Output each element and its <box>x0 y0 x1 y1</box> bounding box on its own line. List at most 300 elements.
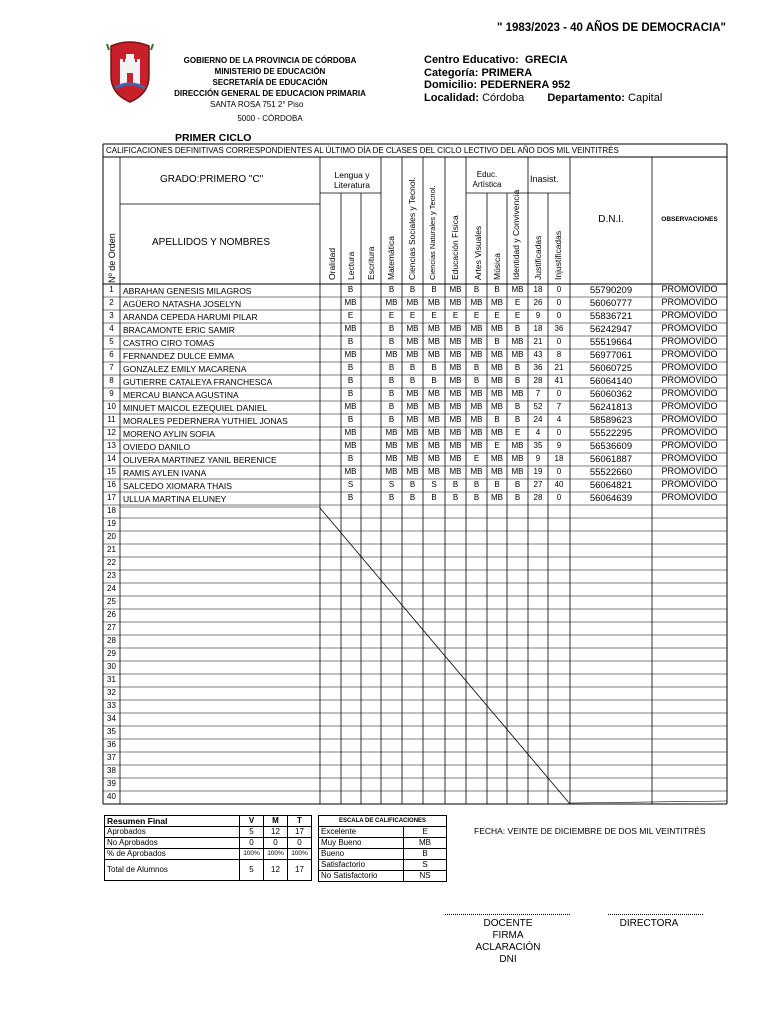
student-name: ABRAHAN GENESIS MILAGROS <box>123 286 252 296</box>
grade-ide: B <box>514 402 521 411</box>
row-number: 4 <box>109 324 114 333</box>
grade-inj: 41 <box>554 376 564 385</box>
grade-ide: B <box>514 415 521 424</box>
grade-lengua: B <box>347 376 354 385</box>
student-observacion: PROMOVIDO <box>661 375 718 385</box>
student-dni: 55836721 <box>589 311 633 322</box>
grade-fis: MB <box>449 350 462 359</box>
gov-line: DIRECCIÓN GENERAL DE EDUCACION PRIMARIA <box>174 89 366 98</box>
grade-fis: MB <box>449 376 462 385</box>
grade-soc: MB <box>406 337 419 346</box>
grade-inj: 9 <box>556 441 562 450</box>
grade-ide: B <box>514 324 521 333</box>
escala-label: Satisfactorio <box>319 860 404 871</box>
grade-nat: B <box>431 363 437 372</box>
row-number: 11 <box>107 415 116 424</box>
student-name: ARANDA CEPEDA HARUMI PILAR <box>123 312 258 322</box>
grade-mus: MB <box>491 454 503 463</box>
grade-lengua: MB <box>344 467 357 476</box>
student-observacion: PROMOVIDO <box>661 388 718 398</box>
grade-inj: 0 <box>556 428 562 437</box>
row-number: 18 <box>107 506 116 515</box>
grade-nat: MB <box>428 350 440 359</box>
grade-mus: MB <box>491 298 503 307</box>
resumen-label: % de Aprobados <box>105 849 240 860</box>
motto-text: " 1983/2023 - 40 AÑOS DE DEMOCRACIA" <box>496 22 726 34</box>
student-dni: 56241813 <box>589 402 633 413</box>
firma-label: FIRMA <box>492 930 524 941</box>
dni-header: D.N.I. <box>598 214 624 225</box>
gov-line: GOBIERNO DE LA PROVINCIA DE CÓRDOBA <box>183 56 357 65</box>
table-caption: CALIFICACIONES DEFINITIVAS CORRESPONDIENTES AL ÚLTIMO DÍA DE CLASES DEL CICLO LECTIVO DEL AÑO DOS MIL VEINTITRÉS <box>106 146 619 155</box>
student-name: RAMIS AYLEN IVANA <box>123 468 207 478</box>
grade-fis: E <box>452 311 459 320</box>
row-number: 37 <box>107 753 116 762</box>
grade-nat: MB <box>428 415 440 424</box>
grade-nat: B <box>431 376 437 385</box>
student-observacion: PROMOVIDO <box>661 297 718 307</box>
grade-ide: MB <box>511 350 524 359</box>
grade-ide: E <box>514 428 521 437</box>
grade-soc: E <box>409 311 416 320</box>
grade-lengua: B <box>347 389 354 398</box>
directora-label: DIRECTORA <box>619 918 679 929</box>
student-dni: 56064140 <box>589 376 633 387</box>
grade-inj: 36 <box>554 324 564 333</box>
grade-ide: B <box>514 480 521 489</box>
grade-vis: MB <box>470 415 483 424</box>
docente-signature-line <box>445 914 570 915</box>
row-number: 32 <box>107 688 116 697</box>
grade-soc: B <box>409 376 416 385</box>
grade-ide: MB <box>511 389 524 398</box>
row-number: 15 <box>107 467 116 476</box>
grade-fis: MB <box>449 298 462 307</box>
docente-label: DOCENTE <box>483 918 533 929</box>
grade-inj: 21 <box>554 363 564 372</box>
grade-inj: 18 <box>554 454 564 463</box>
row-number: 38 <box>107 766 116 775</box>
grade-mat: E <box>388 311 395 320</box>
grade-nat: B <box>431 493 437 502</box>
row-number: 35 <box>107 727 116 736</box>
resumen-v: 5 <box>240 860 264 881</box>
grade-ide: MB <box>511 467 524 476</box>
grade-ide: B <box>514 493 521 502</box>
grade-just: 9 <box>535 311 541 320</box>
justificadas-header: Justificadas <box>533 235 543 280</box>
grade-nat: MB <box>428 337 440 346</box>
grade-just: 52 <box>533 402 543 411</box>
grade-mus: B <box>494 337 500 346</box>
student-observacion: PROMOVIDO <box>661 440 718 450</box>
grade-fis: MB <box>449 324 462 333</box>
grade-vis: E <box>473 454 480 463</box>
artistica-header: Educ. Artística <box>472 170 502 189</box>
grade-vis: B <box>473 285 480 294</box>
row-number: 3 <box>109 311 114 320</box>
escala-label: Excelente <box>319 827 404 838</box>
grade-soc: MB <box>406 298 419 307</box>
student-name: MERCAU BIANCA AGUSTINA <box>123 390 239 400</box>
address-line: SANTA ROSA 751 2° Piso <box>210 100 304 109</box>
resumen-final-table <box>104 815 312 881</box>
student-name: MINUET MAICOL EZEQUIEL DANIEL <box>123 403 268 413</box>
grade-nat: MB <box>428 389 440 398</box>
grade-ide: B <box>514 376 521 385</box>
row-number: 9 <box>109 389 114 398</box>
docente-signature-block <box>458 918 558 966</box>
grade-nat: MB <box>428 402 440 411</box>
grade-mus: MB <box>491 467 503 476</box>
row-number: 39 <box>107 779 116 788</box>
row-number: 10 <box>107 402 116 411</box>
row-number: 21 <box>107 545 116 554</box>
grade-mus: MB <box>491 363 503 372</box>
resumen-label: Aprobados <box>105 827 240 838</box>
student-name: ULLUA MARTINA ELUNEY <box>123 494 227 504</box>
grade-mus: MB <box>491 402 503 411</box>
grade-fis: B <box>452 480 459 489</box>
grade-mat: B <box>388 493 395 502</box>
grade-mus: E <box>494 311 500 320</box>
grade-nat: MB <box>428 324 440 333</box>
row-number: 17 <box>107 493 116 502</box>
grade-fis: B <box>452 493 459 502</box>
student-name: MORALES PEDERNERA YUTHIEL JONAS <box>123 416 288 426</box>
grade-mat: S <box>388 480 395 489</box>
grade-fis: MB <box>449 402 462 411</box>
grade-mus: E <box>494 441 500 450</box>
student-name: GONZALEZ EMILY MACARENA <box>123 364 247 374</box>
apellidos-header: APELLIDOS Y NOMBRES <box>152 237 271 248</box>
grade-ide: B <box>514 363 521 372</box>
row-number: 1 <box>109 285 114 294</box>
grade-soc: MB <box>406 350 419 359</box>
grade-inj: 40 <box>554 480 564 489</box>
fecha-text: FECHA: VEINTE DE DICIEMBRE DE DOS MIL VEINTITRÉS <box>474 826 706 836</box>
grade-lengua: MB <box>344 402 357 411</box>
col-t: T <box>288 816 312 827</box>
grade-mat: B <box>388 324 395 333</box>
resumen-t: 0 <box>288 838 312 849</box>
grade-just: 21 <box>533 337 543 346</box>
grade-inj: 7 <box>556 402 562 411</box>
escala-code: MB <box>404 838 447 849</box>
student-dni: 56977061 <box>589 350 633 361</box>
grade-just: 43 <box>533 350 543 359</box>
grade-lengua: MB <box>344 441 357 450</box>
student-name: AGÜERO NATASHA JOSELYN <box>123 299 242 309</box>
student-dni: 56060362 <box>589 389 633 400</box>
row-number: 19 <box>107 519 116 528</box>
resumen-t: 17 <box>288 860 312 881</box>
resumen-title: Resumen Final <box>105 816 240 827</box>
student-dni: 55790209 <box>589 285 633 296</box>
grade-mus: MB <box>491 428 503 437</box>
row-number: 29 <box>107 649 116 658</box>
directora-signature-line <box>608 914 703 915</box>
grade-fis: MB <box>449 428 462 437</box>
row-number: 34 <box>107 714 116 723</box>
grade-nat: E <box>431 311 437 320</box>
student-name: OVIEDO DANILO <box>123 442 191 452</box>
grade-vis: B <box>473 376 480 385</box>
injustificadas-header: Injustificadas <box>553 230 563 280</box>
grade-mat: MB <box>385 350 398 359</box>
grade-soc: MB <box>406 324 419 333</box>
student-observacion: PROMOVIDO <box>661 466 718 476</box>
grade-mat: MB <box>385 467 398 476</box>
row-number: 5 <box>109 337 114 346</box>
row-number: 23 <box>107 571 116 580</box>
grade-mat: B <box>388 363 395 372</box>
student-name: BRACAMONTE ERIC SAMIR <box>123 325 235 335</box>
grade-ide: MB <box>511 337 524 346</box>
grade-lengua: MB <box>344 428 357 437</box>
grade-just: 35 <box>533 441 543 450</box>
musica-header: Música <box>492 253 502 280</box>
ciclo-title: PRIMER CICLO <box>175 132 252 144</box>
resumen-m: 12 <box>264 827 288 838</box>
row-number: 31 <box>107 675 116 684</box>
grade-vis: MB <box>470 467 483 476</box>
grade-fis: MB <box>449 285 462 294</box>
grade-just: 36 <box>533 363 543 372</box>
row-number: 25 <box>107 597 116 606</box>
lengua-header: Lengua y Literatura <box>334 170 370 190</box>
student-name: MORENO AYLIN SOFIA <box>123 429 215 439</box>
student-dni: 55522295 <box>589 428 633 439</box>
grade-fis: MB <box>449 337 462 346</box>
grade-lengua: B <box>347 363 354 372</box>
escala-label: Muy Bueno <box>319 838 404 849</box>
col-v: V <box>240 816 264 827</box>
grade-vis: MB <box>470 389 483 398</box>
resumen-v: 0 <box>240 838 264 849</box>
grade-vis: MB <box>470 441 483 450</box>
row-number: 13 <box>107 441 116 450</box>
grade-lengua: S <box>347 480 354 489</box>
address-line: 5000 - CÓRDOBA <box>237 114 303 123</box>
grade-mat: B <box>388 389 395 398</box>
sociales-header: Ciencias Sociales y Tecnol. <box>407 177 417 280</box>
escritura-header: Escritura <box>366 246 376 280</box>
grade-vis: B <box>473 493 480 502</box>
grade-lengua: B <box>347 493 354 502</box>
row-number: 16 <box>107 480 116 489</box>
grade-soc: MB <box>406 441 419 450</box>
grade-just: 19 <box>533 467 543 476</box>
grade-vis: MB <box>470 350 483 359</box>
resumen-m: 100% <box>264 849 288 860</box>
student-observacion: PROMOVIDO <box>661 336 718 346</box>
grade-soc: MB <box>406 428 419 437</box>
grade-lengua: E <box>347 311 354 320</box>
grade-vis: B <box>473 363 480 372</box>
orden-header: Nº de Orden <box>107 233 117 283</box>
grade-mus: MB <box>491 350 503 359</box>
grade-mat: B <box>388 376 395 385</box>
grade-mat: MB <box>385 428 398 437</box>
grade-soc: B <box>409 480 416 489</box>
resumen-m: 12 <box>264 860 288 881</box>
grade-soc: MB <box>406 389 419 398</box>
grade-lengua: B <box>347 337 354 346</box>
student-observacion: PROMOVIDO <box>661 427 718 437</box>
grade-vis: B <box>473 480 480 489</box>
grade-soc: MB <box>406 467 419 476</box>
fisica-header: Educación Física <box>450 215 460 280</box>
grade-ide: MB <box>511 441 524 450</box>
dni-label: DNI <box>499 954 517 965</box>
grade-nat: MB <box>428 428 440 437</box>
student-dni: 56242947 <box>589 324 633 335</box>
grade-ide: MB <box>511 285 524 294</box>
student-dni: 55519664 <box>589 337 633 348</box>
grade-mat: B <box>388 402 395 411</box>
grid-line <box>570 801 727 803</box>
student-name: FERNANDEZ DULCE EMMA <box>123 351 234 361</box>
row-number: 40 <box>107 792 116 801</box>
grade-inj: 0 <box>556 337 562 346</box>
grade-just: 9 <box>535 454 541 463</box>
grade-soc: B <box>409 285 416 294</box>
grade-lengua: MB <box>344 324 357 333</box>
categoria-label: Categoría: <box>424 66 479 79</box>
grade-just: 18 <box>533 324 543 333</box>
grade-vis: E <box>473 311 480 320</box>
grade-nat: MB <box>428 454 440 463</box>
row-number: 12 <box>107 428 116 437</box>
student-observacion: PROMOVIDO <box>661 284 718 294</box>
grade-just: 27 <box>533 480 543 489</box>
grade-inj: 0 <box>556 389 562 398</box>
student-dni: 56064639 <box>589 493 633 504</box>
grade-lengua: B <box>347 285 354 294</box>
resumen-v: 100% <box>240 849 264 860</box>
grade-mat: MB <box>385 298 398 307</box>
grade-soc: B <box>409 493 416 502</box>
grade-mus: B <box>494 415 500 424</box>
student-observacion: PROMOVIDO <box>661 492 718 502</box>
grade-inj: 8 <box>556 350 562 359</box>
naturales-header: Ciencias Naturales y Tecnol. <box>428 185 437 280</box>
resumen-t: 17 <box>288 827 312 838</box>
row-number: 27 <box>107 623 116 632</box>
identidad-header: Identidad y Convivencia <box>511 189 521 280</box>
escala-label: No Satisfactorio <box>319 871 404 882</box>
departamento-value: Capital <box>628 91 663 104</box>
matematica-header: Matemática <box>386 236 396 280</box>
grade-soc: B <box>409 363 416 372</box>
student-dni: 55522660 <box>589 467 633 478</box>
student-observacion: PROMOVIDO <box>661 323 718 333</box>
grade-mat: B <box>388 415 395 424</box>
grade-vis: MB <box>470 337 483 346</box>
student-dni: 56536609 <box>589 441 633 452</box>
resumen-v: 5 <box>240 827 264 838</box>
row-number: 36 <box>107 740 116 749</box>
resumen-t: 100% <box>288 849 312 860</box>
grade-vis: MB <box>470 428 483 437</box>
grade-inj: 4 <box>556 415 562 424</box>
localidad-value: Córdoba <box>482 91 525 104</box>
grade-lengua: MB <box>344 350 357 359</box>
student-name: GUTIERRE CATALEYA FRANCHESCA <box>123 377 273 387</box>
grade-nat: MB <box>428 441 440 450</box>
grade-fis: MB <box>449 441 462 450</box>
escala-code: B <box>404 849 447 860</box>
row-number: 30 <box>107 662 116 671</box>
grade-lengua: B <box>347 415 354 424</box>
grade-nat: MB <box>428 298 440 307</box>
grade-mus: MB <box>491 376 503 385</box>
observaciones-header: OBSERVACIONES <box>661 216 718 223</box>
student-observacion: PROMOVIDO <box>661 401 718 411</box>
student-observacion: PROMOVIDO <box>661 362 718 372</box>
grade-inj: 0 <box>556 311 562 320</box>
row-number: 33 <box>107 701 116 710</box>
grade-nat: MB <box>428 467 440 476</box>
grado-label: GRADO:PRIMERO "C" <box>160 174 264 185</box>
row-number: 24 <box>107 584 116 593</box>
student-observacion: PROMOVIDO <box>661 349 718 359</box>
escala-title: ESCALA DE CALIFICACIONES <box>319 816 447 827</box>
row-number: 26 <box>107 610 116 619</box>
grade-mus: MB <box>491 389 503 398</box>
centro-value: GRECIA <box>524 54 568 66</box>
grade-ide: MB <box>511 454 524 463</box>
row-number: 22 <box>107 558 116 567</box>
escala-code: E <box>404 827 447 838</box>
departamento-label: Departamento: <box>547 91 625 104</box>
grade-lengua: MB <box>344 298 357 307</box>
resumen-label: No Aprobados <box>105 838 240 849</box>
grade-mat: MB <box>385 441 398 450</box>
escala-table <box>318 815 447 882</box>
grade-mat: B <box>388 285 395 294</box>
grade-soc: MB <box>406 415 419 424</box>
escala-code: S <box>404 860 447 871</box>
inasist-header: Inasist. <box>530 174 559 184</box>
grade-ide: E <box>514 298 521 307</box>
grade-inj: 0 <box>556 493 562 502</box>
student-observacion: PROMOVIDO <box>661 414 718 424</box>
grade-inj: 0 <box>556 285 562 294</box>
grade-soc: MB <box>406 454 419 463</box>
escala-code: NS <box>404 871 447 882</box>
row-number: 2 <box>109 298 114 307</box>
resumen-m: 0 <box>264 838 288 849</box>
categoria-value: PRIMERA <box>481 66 533 79</box>
oralidad-header: Oralidad <box>327 247 337 280</box>
grade-mus: MB <box>491 493 503 502</box>
grade-ide: E <box>514 311 521 320</box>
grade-vis: MB <box>470 402 483 411</box>
student-name: CASTRO CIRO TOMAS <box>123 338 215 348</box>
student-observacion: PROMOVIDO <box>661 453 718 463</box>
grade-mus: MB <box>491 324 503 333</box>
grade-soc: MB <box>406 402 419 411</box>
domicilio-label: Domicilio: <box>424 79 478 91</box>
grade-just: 4 <box>535 428 541 437</box>
aclaracion-label: ACLARACIÓN <box>475 942 541 953</box>
row-number: 28 <box>107 636 116 645</box>
lectura-header: Lectura <box>346 251 356 280</box>
row-number: 6 <box>109 350 114 359</box>
student-observacion: PROMOVIDO <box>661 479 718 489</box>
